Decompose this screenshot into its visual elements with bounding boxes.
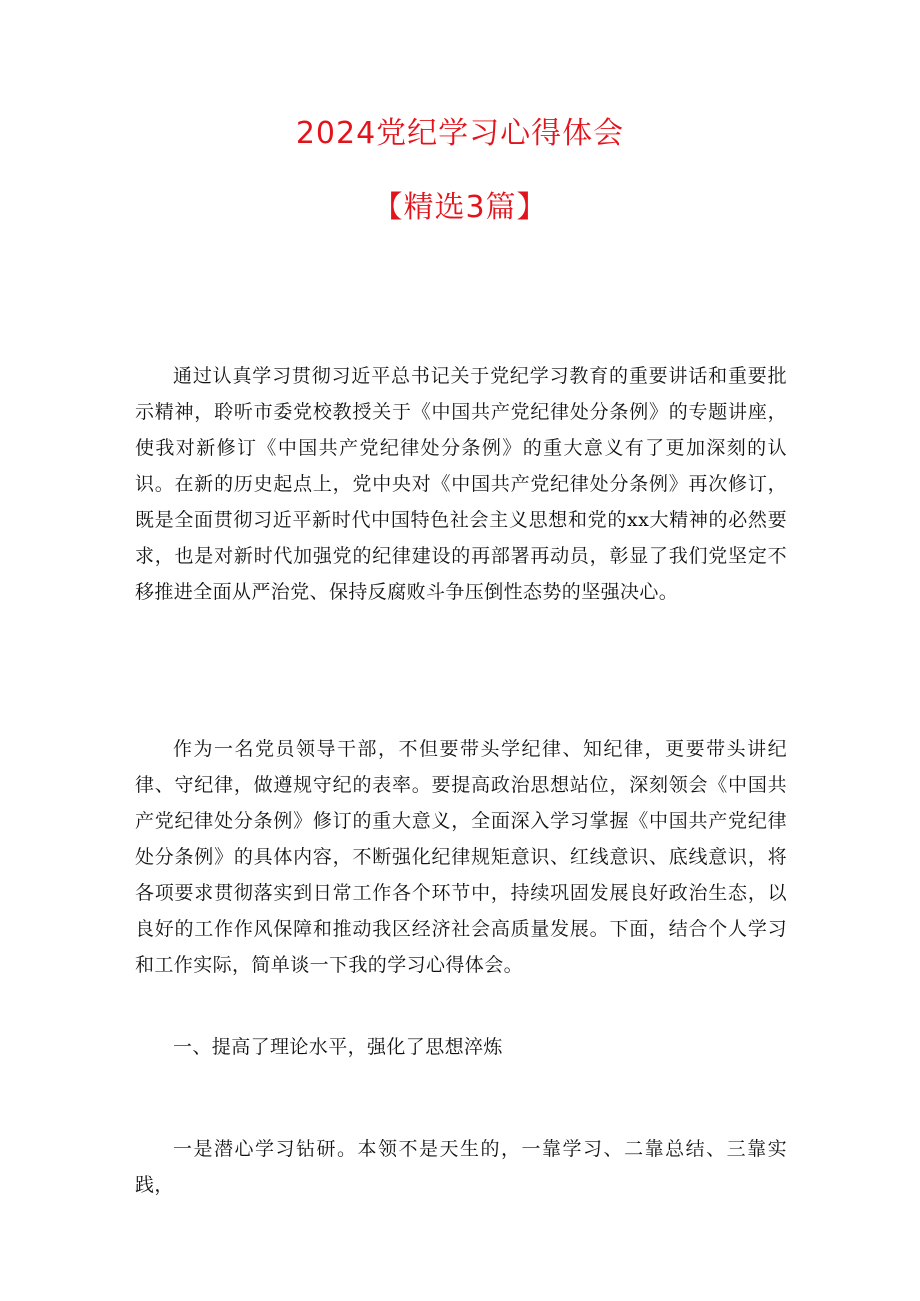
section-heading-1: 一、提高了理论水平，强化了思想淬炼 bbox=[173, 1036, 503, 1058]
document-title: 2024党纪学习心得体会 bbox=[295, 116, 625, 151]
paragraph-2: 作为一名党员领导干部，不但要带头学纪律、知纪律，更要带头讲纪律、守纪律，做遵规守纪的表率。要提高政治思想站位，深刻领会《中国共产党纪律处分条例》修订的重大意义，全面深入学习掌握《中国共产党纪律处分条例》的具体内容，不断强化纪律规矩意识、红线意识、底线意识，将各项要求贯彻落实到日常工作各个环节中，持续巩固发展良好政治生态，以良好的工作作风保障和推动我区经济社会高质量发展。下面，结合个人学习和工作实际，简单谈一下我的学习心得体会。 bbox=[135, 738, 787, 976]
paragraph-1: 通过认真学习贯彻习近平总书记关于党纪学习教育的重要讲话和重要批示精神，聆听市委党校教授关于《中国共产党纪律处分条例》的专题讲座，使我对新修订《中国共产党纪律处分条例》的重大意义有了更加深刻的认识。在新的历史起点上，党中央对《中国共产党纪律处分条例》再次修订，既是全面贯彻习近平新时代中国特色社会主义思想和党的xx大精神的必然要求，也是对新时代加强党的纪律建设的再部署再动员，彰显了我们党坚定不移推进全面从严治党、保持反腐败斗争压倒性态势的坚强决心。 bbox=[135, 365, 787, 603]
document-subtitle: 【精选3篇】 bbox=[372, 190, 548, 225]
paragraph-3: 一是潜心学习钻研。本领不是天生的，一靠学习、二靠总结、三靠实践， bbox=[135, 1138, 787, 1196]
